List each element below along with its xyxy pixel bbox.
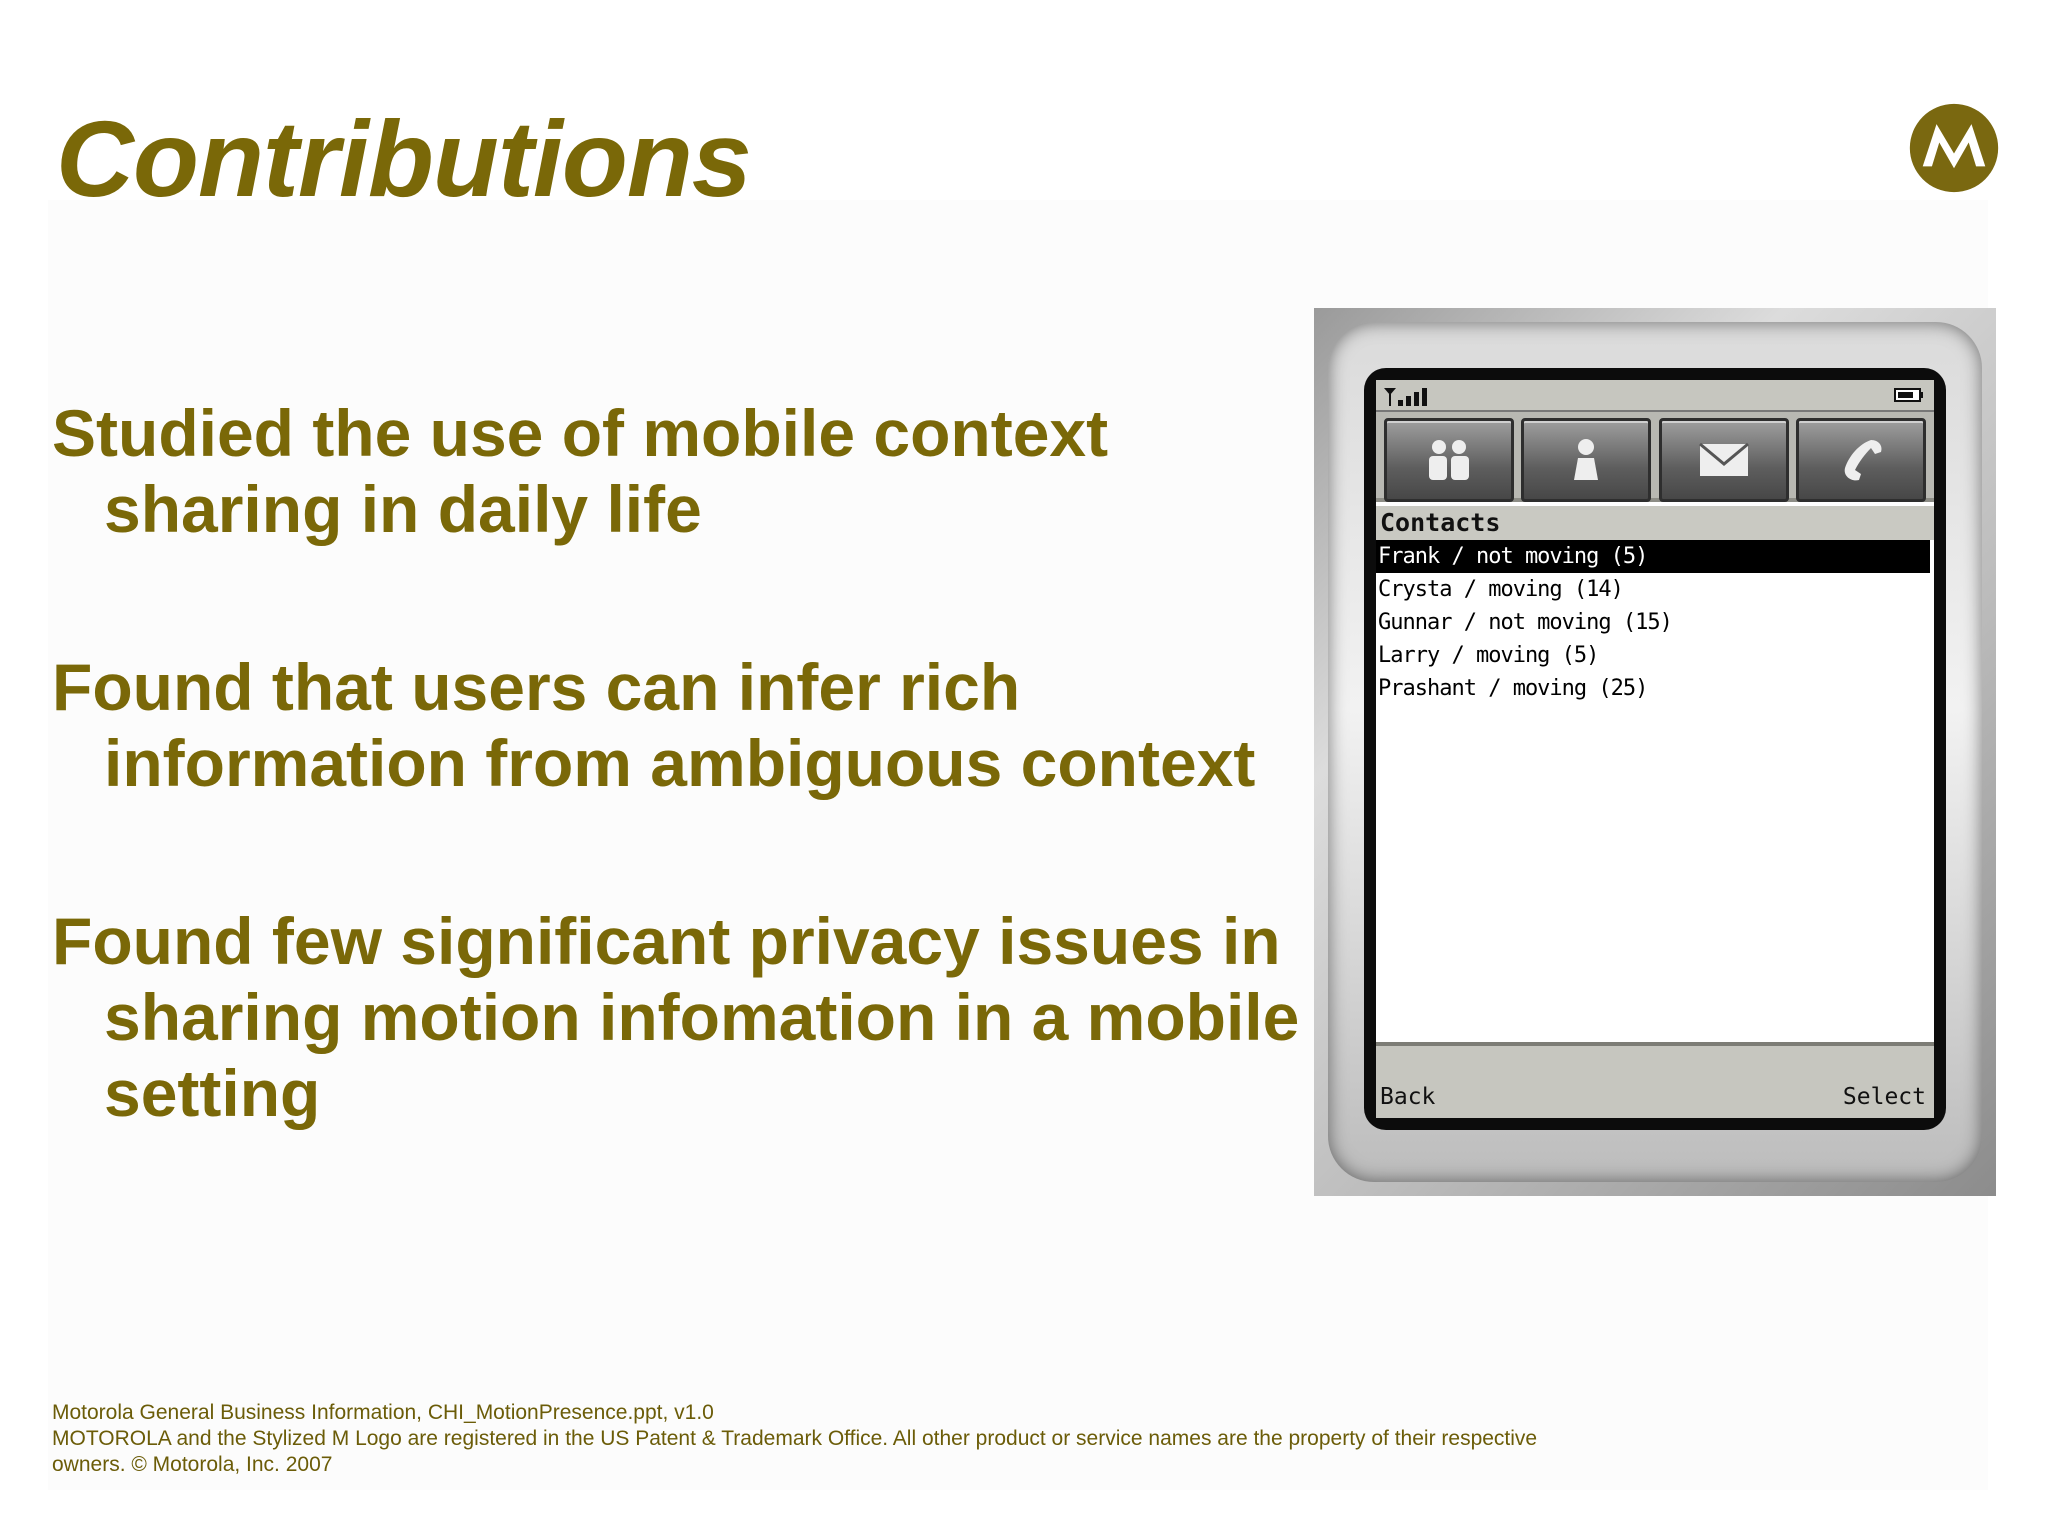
phone-handset-icon <box>1831 436 1891 484</box>
footer-trademark-notice: MOTOROLA and the Stylized M Logo are registered in the US Patent & Trademark Office. All other product or service names are the property of their respective owners. © Motorola, Inc. 2007 <box>52 1427 1538 1476</box>
contact-list <box>1376 540 1934 705</box>
phone-screenshot <box>1314 308 1996 1196</box>
group-icon <box>1419 436 1479 484</box>
phone-bezel <box>1364 368 1946 1130</box>
bullet-list <box>52 395 1312 1131</box>
bullet-item: Found that users can infer rich information from ambiguous context <box>52 650 1256 800</box>
footer <box>52 1400 1552 1478</box>
contact-item[interactable]: Prashant / moving (25) <box>1378 676 1648 701</box>
call-button[interactable] <box>1796 418 1926 502</box>
contact-item[interactable]: Larry / moving (5) <box>1378 643 1599 668</box>
select-softkey[interactable]: Select <box>1842 1084 1926 1110</box>
status-bar <box>1376 380 1934 412</box>
message-button[interactable] <box>1659 418 1789 502</box>
envelope-icon <box>1694 436 1754 484</box>
footer-document-info: Motorola General Business Information, CHI_MotionPresence.ppt, v1.0 <box>52 1401 714 1424</box>
phone-screen <box>1376 380 1934 1118</box>
softkey-bar <box>1376 1042 1934 1118</box>
back-softkey[interactable]: Back <box>1380 1084 1436 1110</box>
app-menu-bar <box>1376 412 1934 502</box>
signal-strength-icon <box>1382 386 1436 406</box>
motorola-logo-icon <box>1908 102 2000 194</box>
person-button[interactable] <box>1521 418 1651 502</box>
contact-item[interactable]: Gunnar / not moving (15) <box>1378 610 1672 635</box>
bullet-item: Studied the use of mobile context sharing in daily life <box>52 396 1109 546</box>
slide-title: Contributions <box>56 98 751 219</box>
group-button[interactable] <box>1384 418 1514 502</box>
phone-body <box>1328 322 1982 1182</box>
contact-item[interactable]: Crysta / moving (14) <box>1378 577 1623 602</box>
battery-icon <box>1894 388 1924 402</box>
contact-item-selected[interactable]: Frank / not moving (5) <box>1376 540 1930 573</box>
contacts-header: Contacts <box>1376 506 1934 540</box>
person-icon <box>1556 436 1616 484</box>
bullet-item: Found few significant privacy issues in sharing motion infomation in a mobile setting <box>52 904 1300 1130</box>
